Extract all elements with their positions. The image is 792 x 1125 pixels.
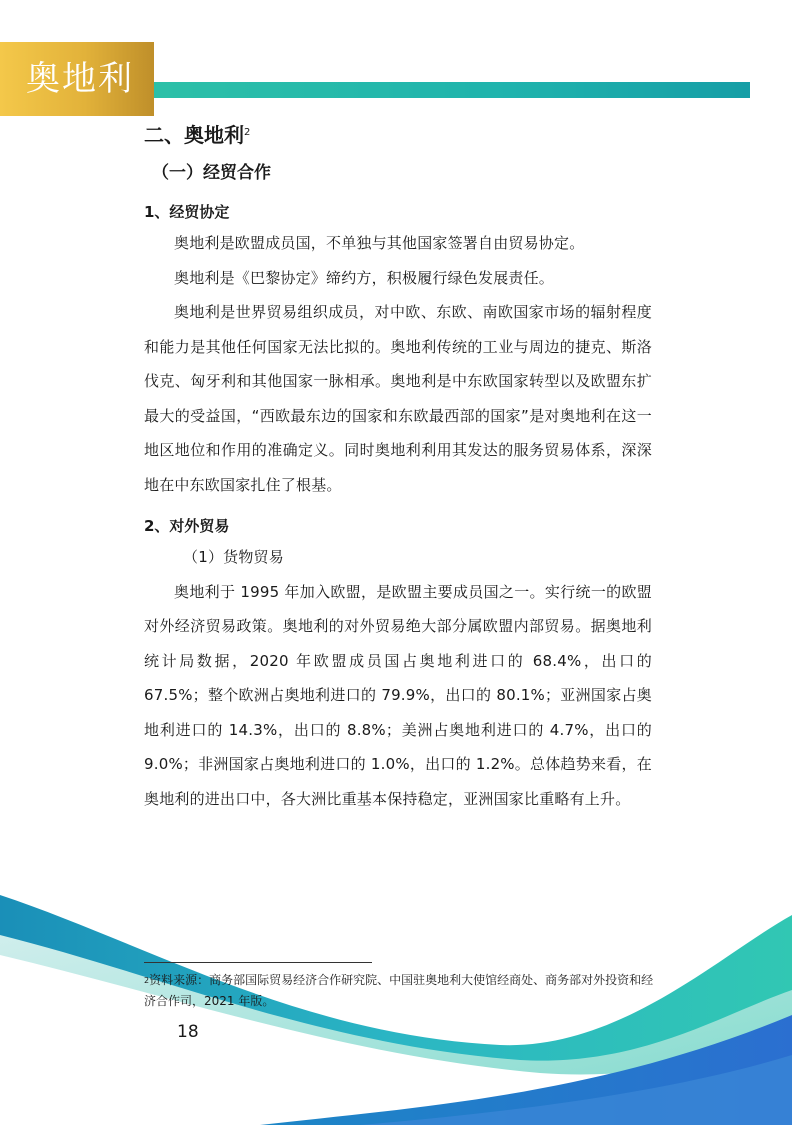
subsection-title: （一）经贸合作: [152, 163, 271, 183]
agreement-paragraph-1: 奥地利是欧盟成员国，不单独与其他国家签署自由贸易协定。: [174, 234, 585, 252]
trade-heading: 2、对外贸易: [144, 517, 230, 535]
section-title: 二、奥地利$^2$: [144, 123, 251, 147]
footnote: [144, 970, 654, 1012]
header-accent-bar: [154, 82, 750, 98]
agreement-paragraph-2: 奥地利是《巴黎协定》缔约方，积极履行绿色发展责任。: [174, 268, 555, 287]
agreement-paragraph-3: 奥地利是世界贸易组织成员，对中欧、东欧、南欧国家市场的辐射程度和能力是其他任何国家无法比拟的。奥地利传统的工业与周边的捷克、斯洛伐克、匈牙利和其他国家一脉相承。奥地利是中东欧国家转型以及欧盟东扩最大的受益国，“西欧最东边的国家和东欧最西部的国家”是对奥地利在这一地区地位和作用的准确定义。同时奥地利利用其发达的服务贸易体系，深深地在中东欧国家扎住了根基。: [144, 303, 652, 494]
main-content: [144, 118, 652, 816]
footnote-marker: 2: [244, 127, 251, 138]
goods-trade-paragraph: 奥地利于 1995 年加入欧盟，是欧盟主要成员国之一。实行统一的欧盟对外经济贸易政策。奥地利的对外贸易绝大部分属欧盟内部贸易。据奥地利统计局数据，2020 年欧盟成员国占奥地利进口的 68.4%，出口的 67.5%；整个欧洲占奥地利进口的 79.9%，出口的 80.1%；亚洲国家占奥地利进口的 14.3%，出口的 8.8%；美洲占奥地利进口的 4.7%，出口的 9.0%；非洲国家占奥地利进口的 1.0%，出口的 1.2%。总体趋势来看，在奥地利的进出口中，各大洲比重基本保持稳定，亚洲国家比重略有上升。: [144, 582, 652, 808]
footnote-marker-ref: 2: [144, 976, 150, 985]
footnote-text: 资料来源：商务部国际贸易经济合作研究院、中国驻奥地利大使馆经商处、商务部对外投资和经济合作司，2021 年版。: [144, 973, 654, 1008]
country-tab-label: 奥地利: [26, 59, 134, 99]
country-tab: [0, 42, 154, 116]
page-number: 18: [177, 1022, 199, 1042]
agreement-heading: 1、经贸协定: [144, 203, 230, 221]
footnote-divider: [144, 962, 372, 963]
goods-trade-heading: （1）货物贸易: [183, 548, 284, 566]
